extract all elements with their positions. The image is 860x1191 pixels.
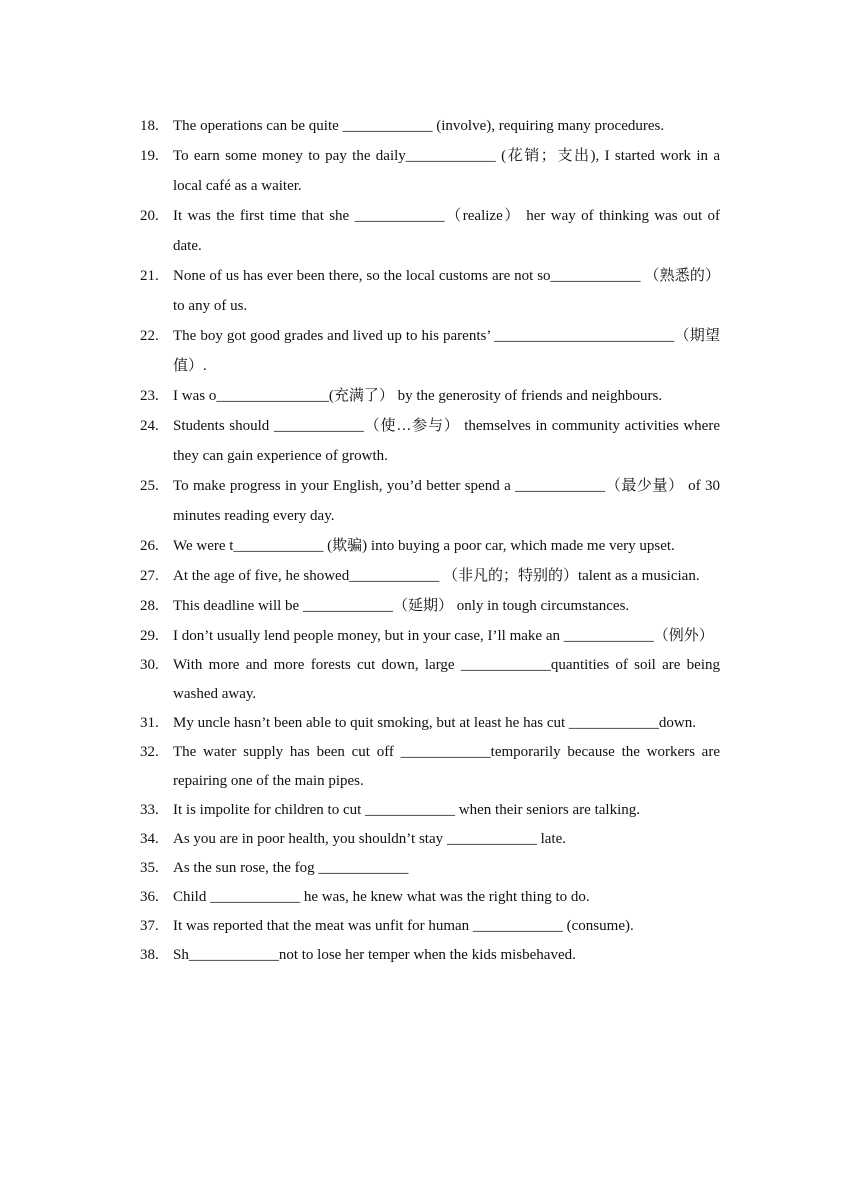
question-number: 23. bbox=[140, 388, 159, 404]
question-number: 28. bbox=[140, 598, 159, 614]
question-number: 25. bbox=[140, 478, 159, 494]
question-number: 19. bbox=[140, 148, 159, 164]
question-item bbox=[140, 471, 720, 531]
question-item bbox=[140, 796, 720, 825]
question-text: None of us has ever been there, so the local customs are not so____________ （熟悉的）to any of us. bbox=[173, 268, 720, 314]
question-item bbox=[140, 201, 720, 261]
question-text: The water supply has been cut off ____________temporarily because the workers are repairing one of the main pipes. bbox=[173, 744, 720, 789]
question-item bbox=[140, 591, 720, 621]
question-number: 24. bbox=[140, 418, 159, 434]
question-item bbox=[140, 854, 720, 883]
question-number: 18. bbox=[140, 118, 159, 134]
question-text: The operations can be quite ____________ (involve), requiring many procedures. bbox=[173, 118, 665, 134]
question-item bbox=[140, 111, 720, 141]
question-number: 29. bbox=[140, 628, 159, 644]
question-item bbox=[140, 912, 720, 941]
question-number: 33. bbox=[140, 802, 159, 818]
question-number: 30. bbox=[140, 657, 159, 673]
question-text: This deadline will be ____________（延期） only in tough circumstances. bbox=[173, 598, 630, 614]
question-text: It was reported that the meat was unfit for human ____________ (consume). bbox=[173, 918, 634, 934]
question-text: To make progress in your English, you’d better spend a ____________（最少量） of 30 minutes reading every day. bbox=[173, 478, 720, 524]
question-item bbox=[140, 651, 720, 709]
question-number: 37. bbox=[140, 918, 159, 934]
question-item bbox=[140, 531, 720, 561]
question-number: 35. bbox=[140, 860, 159, 876]
question-text: The boy got good grades and lived up to his parents’ ________________________（期望值）. bbox=[173, 328, 720, 374]
question-item bbox=[140, 738, 720, 796]
question-item bbox=[140, 621, 720, 651]
question-text: With more and more forests cut down, large ____________quantities of soil are being washed away. bbox=[173, 657, 720, 702]
question-list bbox=[140, 111, 720, 970]
question-item bbox=[140, 261, 720, 321]
question-number: 34. bbox=[140, 831, 159, 847]
question-text: I don’t usually lend people money, but in your case, I’ll make an ____________（例外） bbox=[173, 628, 714, 644]
question-number: 26. bbox=[140, 538, 159, 554]
question-number: 27. bbox=[140, 568, 159, 584]
question-number: 32. bbox=[140, 744, 159, 760]
question-number: 20. bbox=[140, 208, 159, 224]
question-item bbox=[140, 321, 720, 381]
question-item bbox=[140, 561, 720, 591]
question-text: To earn some money to pay the daily____________ (花销；支出), I started work in a local café as a waiter. bbox=[173, 148, 720, 194]
question-text: As the sun rose, the fog ____________ bbox=[173, 860, 409, 876]
question-number: 38. bbox=[140, 947, 159, 963]
question-item bbox=[140, 709, 720, 738]
question-item bbox=[140, 883, 720, 912]
question-item bbox=[140, 825, 720, 854]
question-text: Students should ____________（使…参与） themselves in community activities where they can gain experience of growth. bbox=[173, 418, 720, 464]
question-text: I was o_______________(充满了） by the generosity of friends and neighbours. bbox=[173, 388, 663, 404]
question-item bbox=[140, 941, 720, 970]
question-text: As you are in poor health, you shouldn’t stay ____________ late. bbox=[173, 831, 567, 847]
question-text: Sh____________not to lose her temper when the kids misbehaved. bbox=[173, 947, 576, 963]
question-text: At the age of five, he showed____________ （非凡的；特别的）talent as a musician. bbox=[173, 568, 700, 584]
question-text: It is impolite for children to cut ____________ when their seniors are talking. bbox=[173, 802, 640, 818]
question-text: My uncle hasn’t been able to quit smoking, but at least he has cut ____________down. bbox=[173, 715, 696, 731]
question-item bbox=[140, 381, 720, 411]
question-item bbox=[140, 411, 720, 471]
question-number: 36. bbox=[140, 889, 159, 905]
question-number: 22. bbox=[140, 328, 159, 344]
question-text: We were t____________ (欺骗) into buying a poor car, which made me very upset. bbox=[173, 538, 675, 554]
question-item bbox=[140, 141, 720, 201]
question-text: Child ____________ he was, he knew what was the right thing to do. bbox=[173, 889, 590, 905]
question-number: 31. bbox=[140, 715, 159, 731]
question-number: 21. bbox=[140, 268, 159, 284]
question-text: It was the first time that she ____________（realize） her way of thinking was out of date. bbox=[173, 208, 720, 254]
